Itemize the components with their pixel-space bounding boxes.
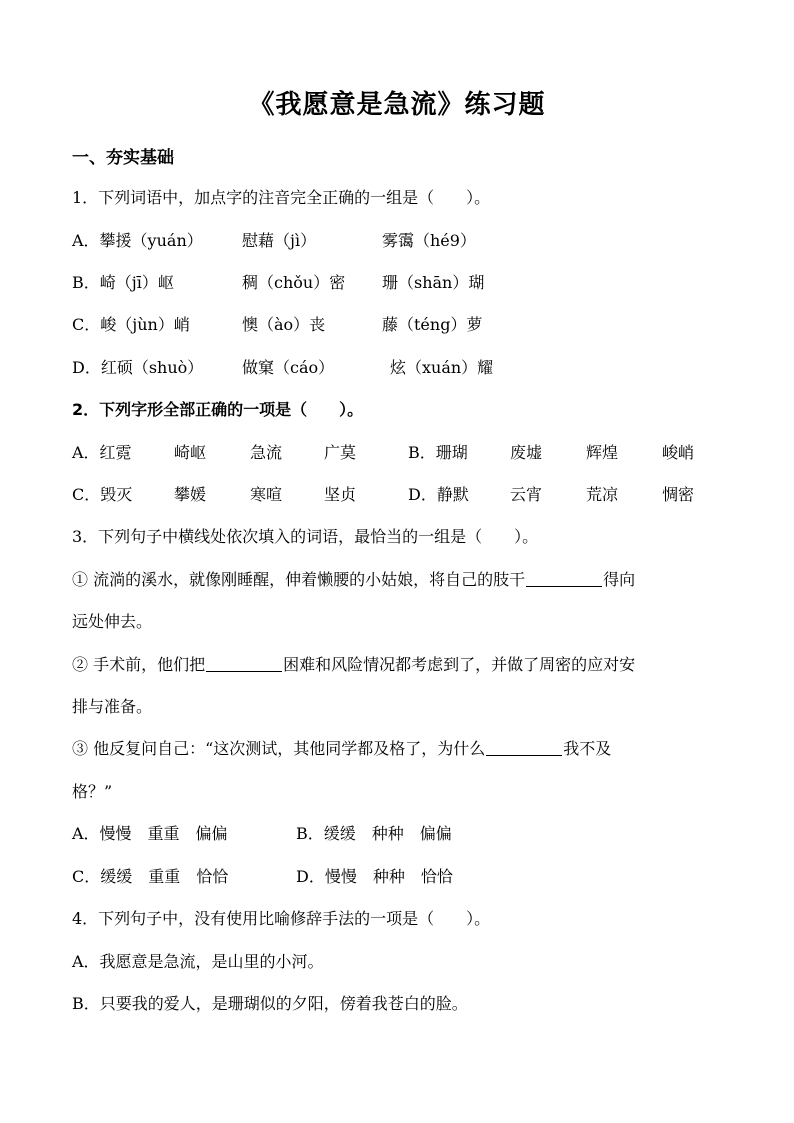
q2-b-word-4: 峻峭 [662, 443, 695, 462]
q3-sentence-1 [72, 567, 635, 590]
q3-s2-text-b: 困难和风险情况都考虑到了，并做了周密的应对安 [283, 655, 636, 674]
q2-d-word-4: 惆密 [662, 485, 695, 504]
q2-b-word-3: 辉煌 [586, 443, 619, 462]
q1-c-word-2: 懊（ào）丧 [242, 315, 326, 334]
q1-b-word-2: 稠（chǒu）密 [242, 273, 346, 292]
page-title: 《我愿意是急流》练习题 [248, 90, 546, 120]
q1-a-word-2: 慰藉（jì） [242, 231, 317, 250]
q3-blank-3 [486, 739, 562, 756]
q1-d-word-1: D．红硕（shuò） [72, 358, 204, 377]
q3-sentence-2 [72, 652, 635, 675]
q3-s3-text-a: ③ 他反复问自己：“这次测试，其他同学都及格了，为什么 [72, 739, 486, 758]
q3-options-row-2 [72, 864, 732, 886]
q2-c-word-4: 坚贞 [324, 485, 357, 504]
q1-c-word-1: C．峻（jùn）峭 [72, 315, 190, 334]
q1-option-a [72, 228, 732, 250]
q1-d-word-2: 做窠（cáo） [242, 358, 335, 377]
q2-d-word-1: D．静默 [408, 485, 469, 504]
q2-row-2 [72, 482, 732, 504]
q4-option-b: B．只要我的爱人，是珊瑚似的夕阳，傍着我苍白的脸。 [72, 994, 468, 1013]
q2-b-word-2: 废墟 [510, 443, 543, 462]
q1-a-word-1: A．攀援（yuán） [72, 231, 203, 250]
q3-option-c: C．缓缓 重重 恰恰 [72, 867, 229, 886]
q2-b-word-1: B．珊瑚 [408, 443, 468, 462]
q1-option-d [72, 355, 732, 377]
q4-option-a: A．我愿意是急流，是山里的小河。 [72, 952, 324, 971]
q1-b-word-3: 珊（shān）瑚 [382, 273, 485, 292]
q1-option-c [72, 312, 732, 334]
q1-b-word-1: B．崎（jī）岖 [72, 273, 174, 292]
q2-a-word-1: A．红霓 [72, 443, 132, 462]
q2-a-word-2: 崎岖 [174, 443, 207, 462]
q2-c-word-1: C．毁灭 [72, 485, 133, 504]
q1-c-word-3: 藤（téng）萝 [382, 315, 483, 334]
q3-option-b: B．缓缓 种种 偏偏 [296, 824, 452, 843]
question-1-stem: 1．下列词语中，加点字的注音完全正确的一组是（ ）。 [72, 188, 491, 207]
q2-d-word-3: 荒凉 [586, 485, 619, 504]
q3-option-d: D．慢慢 种种 恰恰 [296, 867, 453, 886]
question-3-stem: 3．下列句子中横线处依次填入的词语，最恰当的一组是（ ）。 [72, 527, 539, 546]
q3-sentence-3-cont: 格？” [72, 782, 113, 801]
q2-row-1 [72, 440, 732, 462]
q3-blank-2 [206, 655, 282, 672]
question-2-stem: 2．下列字形全部正确的一项是（ ）。 [72, 400, 364, 419]
q1-a-word-3: 雾霭（hé9） [382, 231, 476, 250]
q3-sentence-3 [72, 736, 611, 759]
question-4-stem: 4．下列句子中，没有使用比喻修辞手法的一项是（ ）。 [72, 909, 491, 928]
q3-blank-1 [526, 570, 602, 587]
q3-s3-text-b: 我不及 [563, 739, 612, 758]
q2-c-word-2: 攀媛 [174, 485, 207, 504]
section-heading: 一、夯实基础 [72, 148, 174, 168]
q1-d-word-3: 炫（xuán）耀 [390, 358, 494, 377]
q3-s1-text-a: ① 流淌的溪水，就像刚睡醒，伸着懒腰的小姑娘，将自己的肢干 [72, 570, 526, 589]
q3-s2-text-a: ② 手术前，他们把 [72, 655, 206, 674]
q2-c-word-3: 寒喧 [250, 485, 283, 504]
q2-a-word-4: 广莫 [324, 443, 357, 462]
q2-a-word-3: 急流 [250, 443, 283, 462]
q3-sentence-1-cont: 远处伸去。 [72, 612, 153, 631]
q3-options-row-1 [72, 821, 732, 843]
q3-option-a: A．慢慢 重重 偏偏 [72, 824, 228, 843]
q3-sentence-2-cont: 排与准备。 [72, 697, 153, 716]
q1-option-b [72, 270, 732, 292]
q2-d-word-2: 云宵 [510, 485, 543, 504]
q3-s1-text-b: 得向 [603, 570, 636, 589]
